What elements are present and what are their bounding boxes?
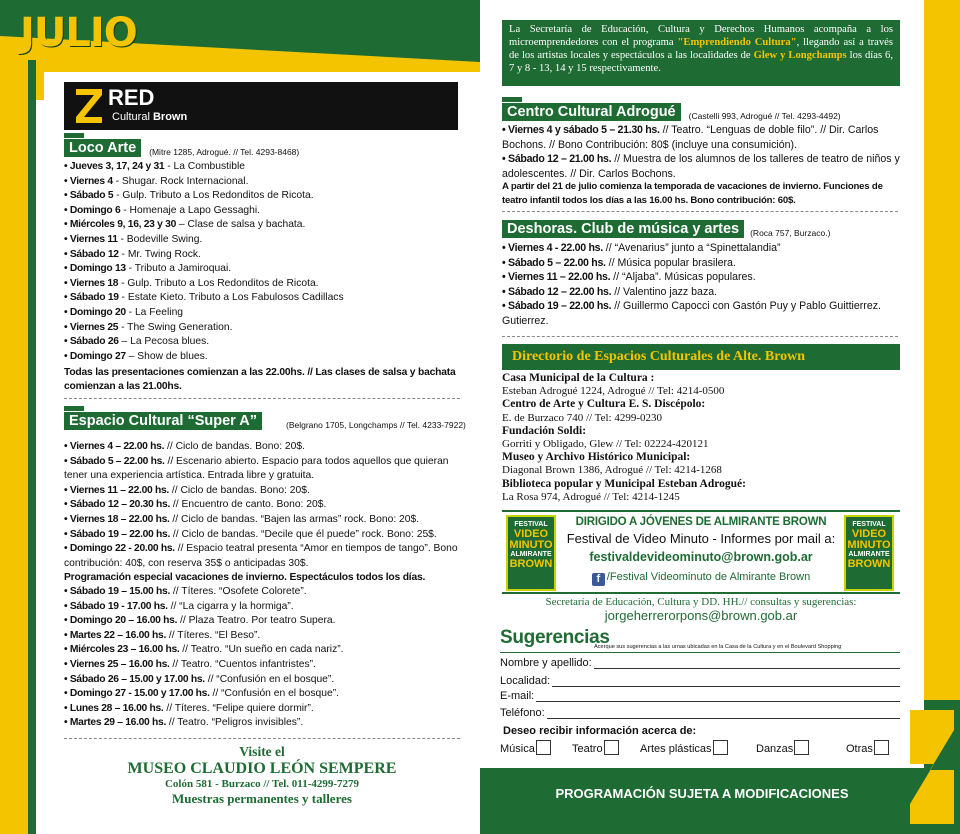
list-item — [502, 256, 900, 271]
festival-text — [562, 514, 840, 588]
item-date: • Sábado 19 — [64, 292, 119, 304]
checkbox[interactable] — [604, 740, 619, 755]
item-date: • Sábado 12 – 20.30 hs. — [64, 499, 171, 511]
list-item — [64, 498, 460, 513]
directorio-entry-info: La Rosa 974, Adrogué // Tel: 4214-1245 — [502, 490, 680, 503]
interest-option-label: Otras — [846, 743, 873, 755]
list-item — [64, 248, 464, 263]
directorio-entry-name: Fundación Soldi: — [502, 424, 587, 437]
item-date: • Viernes 4 - 22.00 hs. — [502, 242, 603, 254]
form-field-line[interactable] — [594, 659, 900, 669]
item-text: // “Avenarius” junto a “Spinettalandia” — [602, 242, 781, 254]
directorio-entry-info: Esteban Adrogué 1224, Adrogué // Tel: 4214-0500 — [502, 385, 725, 398]
list-item — [64, 513, 460, 528]
interest-option-label: Artes plásticas — [640, 743, 712, 755]
item-date: • Sábado 5 – 22.00 hs. — [502, 256, 606, 269]
item-date: • Sábado 19 - 17.00 hs. — [64, 600, 168, 612]
interest-option-label: Teatro — [572, 743, 603, 755]
directorio-entry-info: Gorriti y Obligado, Glew // Tel: 02224-420121 — [502, 438, 709, 451]
item-date: • Domingo 13 — [64, 263, 126, 275]
decor-yellow-side — [0, 60, 28, 834]
item-date: • Viernes 18 – 22.00 hs. — [64, 513, 170, 525]
section-marker — [502, 97, 522, 102]
list-item — [64, 629, 460, 644]
super-a-winter-list — [64, 585, 460, 731]
list-item — [64, 160, 464, 175]
item-date: • Sábado 26 — [64, 336, 119, 348]
form-field[interactable] — [500, 657, 900, 669]
form-field-label: Teléfono: — [500, 707, 545, 719]
form-field[interactable] — [500, 690, 900, 702]
checkbox[interactable] — [536, 740, 551, 755]
item-date: • Domingo 6 — [64, 204, 121, 216]
list-item — [64, 335, 464, 350]
item-date: • Domingo 20 — [64, 306, 126, 318]
item-text: // Teatro. “Lenguas de doble filo”. // Dir. Carlos Bochons. // Bono Contribución: 80$ (incluye una consumición). — [502, 124, 879, 151]
museo-line-1: Visite el — [239, 744, 285, 759]
item-date: • Jueves 3, 17, 24 y 31 — [64, 161, 165, 172]
item-text: - La Combustible — [164, 161, 246, 172]
interest-option-label: Música — [500, 743, 535, 755]
form-field-label: Nombre y apellido: — [500, 657, 592, 669]
directorio-list — [502, 372, 900, 504]
item-text: // “La cigarra y la hormiga”. — [167, 600, 294, 612]
item-text: // “Aljaba”. Músicas populares. — [610, 271, 756, 284]
list-item — [64, 277, 464, 292]
directorio-entry-name: Centro de Arte y Cultura E. S. Discépolo: — [502, 398, 706, 411]
divider — [502, 211, 898, 212]
list-item — [64, 218, 464, 233]
festival-email[interactable]: festivaldevideominuto@brown.gob.ar — [589, 550, 813, 564]
item-date: • Viernes 25 – 16.00 hs. — [64, 658, 170, 670]
item-text: - Bodeville Swing. — [117, 233, 203, 245]
form-field-label: E-mail: — [500, 690, 535, 702]
item-text: // Ciclo de bandas. “Bajen las armas” rock. Bono: 20$. — [169, 513, 420, 525]
list-item — [64, 643, 460, 658]
festival-logo-right: FESTIVAL VIDEO MINUTO ALMIRANTE BROWN — [844, 515, 894, 591]
item-date: • Viernes 4 – 22.00 hs. — [64, 441, 165, 452]
form-field[interactable] — [500, 707, 900, 719]
list-item — [502, 285, 900, 300]
divider — [502, 336, 898, 337]
item-date: • Sábado 5 – 22.00 hs. — [64, 455, 165, 467]
loco-arte-note: Todas las presentaciones comienzan a las 22.00hs. // Las clases de salsa y bachata comienzan a las 21.00hs. — [64, 367, 456, 392]
loco-arte-header — [64, 139, 299, 157]
list-item — [64, 673, 460, 688]
list-item — [64, 350, 464, 365]
divider — [64, 398, 460, 399]
item-text: // Títeres. “Felipe quiere dormir”. — [163, 702, 314, 714]
item-text: // Encuentro de canto. Bono: 20$. — [170, 499, 327, 511]
super-a-list — [64, 440, 460, 571]
item-date: • Viernes 4 — [64, 175, 113, 187]
item-date: • Martes 29 – 16.00 hs. — [64, 717, 167, 729]
item-text: // Ciclo de bandas. Bono: 20$. — [164, 441, 305, 452]
sugerencias-title: Sugerencias — [500, 627, 610, 648]
list-item — [64, 291, 464, 306]
item-text: – Clase de salsa y bachata. — [176, 219, 306, 231]
item-text: // Teatro. “Cuentos infantristes”. — [169, 658, 316, 670]
item-text: - Homenaje a Lapo Gessaghi. — [120, 204, 261, 216]
list-item — [64, 175, 464, 190]
item-date: • Sábado 12 – 21.00 hs. — [502, 153, 612, 166]
loco-arte-list — [64, 160, 464, 364]
festival-box — [502, 510, 900, 594]
list-item — [64, 204, 464, 219]
super-a-header — [64, 412, 466, 430]
item-text: - Gulp. Tributo a Los Redonditos de Ricota. — [113, 190, 314, 202]
museo-tagline: Muestras permanentes y talleres — [172, 791, 352, 806]
list-item — [502, 241, 900, 256]
logo-word: RED — [108, 85, 155, 110]
interest-option[interactable] — [846, 740, 889, 755]
section-marker — [64, 133, 84, 138]
directorio-entry-name: Biblioteca popular y Municipal Esteban Adrogué: — [502, 477, 746, 490]
item-date: • Miércoles 23 – 16.00 hs. — [64, 644, 180, 656]
item-date: • Viernes 25 — [64, 321, 119, 333]
list-item — [64, 687, 460, 702]
item-text: - La Feeling — [125, 306, 184, 318]
festival-facebook[interactable]: f /Festival Videominuto de Almirante Brown — [562, 566, 840, 588]
directorio-entry-info: E. de Burzaco 740 // Tel: 4299-0230 — [502, 411, 663, 424]
item-text: // Música popular brasilera. — [605, 256, 736, 269]
interest-option[interactable] — [756, 740, 809, 755]
red-cultural-logo — [64, 82, 458, 130]
facebook-icon: f — [592, 573, 605, 586]
list-item — [64, 233, 464, 248]
form-field[interactable] — [500, 675, 900, 687]
divider — [64, 738, 460, 739]
month-title: JULIO — [20, 10, 137, 56]
consultas-email[interactable]: jorgeherrerorpons@brown.gob.ar — [604, 608, 798, 623]
item-text: – La Pecosa blues. — [118, 336, 210, 348]
list-item — [64, 702, 460, 717]
interest-option[interactable] — [640, 740, 728, 755]
list-item — [64, 440, 460, 455]
item-date: • Domingo 27 - 15.00 y 17.00 hs. — [64, 688, 210, 700]
item-date: • Domingo 20 – 16.00 hs. — [64, 615, 178, 627]
item-text: // “Confusión en el bosque”. — [204, 673, 335, 685]
item-date: • Sábado 19 – 22.00 hs. — [502, 300, 612, 313]
item-text: // Teatro. “Un sueño en cada nariz”. — [179, 644, 344, 656]
form-field-line[interactable] — [547, 709, 900, 719]
item-text: - Mr. Twing Rock. — [118, 248, 201, 260]
item-text: - Estate Kieto. Tributo a Los Fabulosos Cadillacs — [118, 292, 344, 304]
deshoras-list — [502, 241, 900, 329]
list-item — [64, 262, 464, 277]
adrogue-title: Centro Cultural Adrogué — [502, 103, 681, 121]
item-text: - Shugar. Rock Internacional. — [112, 175, 249, 187]
item-date: • Martes 22 – 16.00 hs. — [64, 629, 167, 641]
directorio-entry-name: Casa Municipal de la Cultura : — [502, 372, 655, 384]
checkbox[interactable] — [713, 740, 728, 755]
deseo-label: Deseo recibir información acerca de: — [503, 725, 697, 737]
adrogue-note: A partir del 21 de julio comienza la temporada de vacaciones de invierno. Funciones de teatro infantil todos los días a las 16.00 hs. Bono contribución: 60$. — [502, 181, 883, 206]
museo-address: Colón 581 - Burzaco // Tel. 011-4299-7279 — [164, 778, 360, 790]
festival-logo-left: FESTIVAL VIDEO MINUTO ALMIRANTE BROWN — [506, 515, 556, 591]
deshoras-address: (Roca 757, Burzaco.) — [750, 228, 831, 238]
item-date: • Viernes 11 — [64, 233, 118, 245]
item-text: // Ciclo de bandas. “Decile que él puede” rock. Bono: 25$. — [170, 528, 437, 540]
sugerencias-subtitle: Acerque sus sugerencias a las urnas ubicadas en la Casa de la Cultura y en el Boulevard Shopping — [594, 644, 842, 650]
item-text: // “Confusión en el bosque”. — [209, 688, 340, 700]
item-text: – Show de blues. — [125, 350, 208, 362]
item-text: // Escenario abierto. Espacio para todos aquellos que quieran tener una experiencia artística. Entrada libre y gratuita. — [64, 455, 449, 482]
item-date: • Viernes 4 y sábado 5 – 21.30 hs. — [502, 124, 660, 136]
item-date: • Miércoles 9, 16, 23 y 30 — [64, 219, 177, 231]
divider — [500, 652, 900, 653]
festival-line-1: DIRIGIDO A JÓVENES DE ALMIRANTE BROWN — [575, 516, 827, 528]
intro-box: La Secretaría de Educación, Cultura y Derechos Humanos acompaña a los microemprendedores con el programa "Emprendiendo Cultura", llegando así a través de los artistas locales y espectáculos a las localidades de Glew y Longchamps los días 6, 7 y 8 - 13, 14 y 15 respectivamente. — [502, 20, 900, 86]
footer-note: PROGRAMACIÓN SUJETA A MODIFICACIONES — [555, 786, 849, 801]
item-date: • Sábado 19 – 15.00 hs. — [64, 586, 171, 597]
deshoras-title: Deshoras. Club de música y artes — [502, 220, 744, 238]
directorio-title: Directorio de Espacios Culturales de Alte. Brown — [502, 344, 900, 370]
list-item — [64, 455, 460, 484]
list-item — [64, 658, 460, 673]
list-item — [64, 306, 464, 321]
item-text: // Valentino jazz baza. — [611, 285, 718, 298]
checkbox[interactable] — [874, 740, 889, 755]
item-text: // Plaza Teatro. Por teatro Supera. — [177, 615, 336, 627]
adrogue-list — [502, 123, 900, 181]
list-item — [64, 600, 460, 615]
interest-option[interactable] — [572, 740, 619, 755]
super-a-address: (Belgrano 1705, Longchamps // Tel. 4233-7922) — [286, 420, 466, 430]
directorio-entry-name: Museo y Archivo Histórico Municipal: — [502, 451, 691, 464]
item-date: • Sábado 12 – 22.00 hs. — [502, 285, 612, 298]
checkbox[interactable] — [794, 740, 809, 755]
museo-box — [64, 744, 460, 806]
list-item — [64, 528, 460, 543]
item-date: • Viernes 11 – 22.00 hs. — [64, 484, 169, 496]
loco-arte-address: (Mitre 1285, Adrogué. // Tel. 4293-8468) — [149, 147, 300, 157]
list-item — [64, 542, 460, 571]
item-date: • Sábado 12 — [64, 248, 119, 260]
list-item — [64, 189, 464, 204]
adrogue-address: (Castelli 993, Adrogué // Tel. 4293-4492) — [688, 111, 841, 121]
item-date: • Sábado 26 – 15.00 y 17.00 hs. — [64, 673, 205, 685]
item-text: // Títeres. “Osofete Colorete”. — [170, 586, 307, 597]
item-text: // Muestra de los alumnos de los talleres de teatro de niños y adolescentes. // Dir. Carlos Bochons. — [502, 153, 900, 180]
adrogue-header — [502, 103, 841, 121]
item-text: // Ciclo de bandas. Bono: 20$. — [169, 484, 310, 496]
logo-sub: Cultural Brown — [112, 111, 188, 123]
form-field-label: Localidad: — [500, 675, 551, 687]
item-date: • Viernes 18 — [64, 277, 119, 289]
item-date: • Domingo 22 - 20.00 hs. — [64, 543, 175, 555]
super-a-title: Espacio Cultural “Super A” — [64, 412, 262, 430]
item-text: - Gulp. Tributo a Los Redonditos de Ricota. — [118, 277, 319, 289]
list-item — [64, 585, 460, 600]
list-item — [502, 123, 900, 152]
item-date: • Domingo 27 — [64, 350, 126, 362]
item-text: - The Swing Generation. — [118, 321, 233, 333]
section-marker — [64, 406, 84, 411]
list-item — [64, 321, 464, 336]
deshoras-header — [502, 220, 830, 238]
item-text: // Guillermo Capocci con Gastón Puy y Pablo Guittierrez. Gutierrez. — [502, 300, 881, 327]
item-date: • Viernes 11 – 22.00 hs. — [502, 271, 611, 284]
list-item — [64, 716, 460, 731]
museo-name: MUSEO CLAUDIO LEÓN SEMPERE — [127, 760, 397, 777]
item-text: // Títeres. “El Beso”. — [166, 629, 261, 641]
item-date: • Sábado 19 – 22.00 hs. — [64, 528, 171, 540]
form-field-line[interactable] — [552, 677, 900, 687]
festival-line-2: Festival de Video Minuto - Informes por mail a: — [566, 531, 836, 546]
list-item — [502, 152, 900, 181]
list-item — [64, 484, 460, 499]
super-a-special: Programación especial vacaciones de invierno. Espectáculos todos los días. — [64, 572, 426, 583]
item-text: - Tributo a Jamiroquai. — [125, 263, 232, 275]
list-item — [64, 614, 460, 629]
list-item — [502, 299, 900, 328]
consultas-box — [502, 596, 900, 624]
list-item — [502, 270, 900, 285]
loco-arte-title: Loco Arte — [64, 139, 141, 157]
item-date: • Lunes 28 – 16.00 hs. — [64, 702, 164, 714]
form-field-line[interactable] — [536, 692, 900, 702]
z-logo-icon — [76, 89, 102, 123]
interest-option[interactable] — [500, 740, 551, 755]
consultas-line: Secretaría de Educación, Cultura y DD. HH.// consultas y sugerencias: — [545, 596, 857, 608]
interest-option-label: Danzas — [756, 743, 794, 755]
interest-options — [500, 738, 900, 760]
item-text: // Teatro. “Peligros invisibles”. — [166, 717, 304, 729]
item-date: • Sábado 5 — [64, 190, 114, 202]
directorio-entry-info: Diagonal Brown 1386, Adrogué // Tel: 4214-1268 — [502, 464, 722, 477]
item-text: // Espacio teatral presenta “Amor en tiempos de tango”. Bono contribución: 40$, con reserva 35$ o anticipadas 30$. — [64, 543, 458, 569]
